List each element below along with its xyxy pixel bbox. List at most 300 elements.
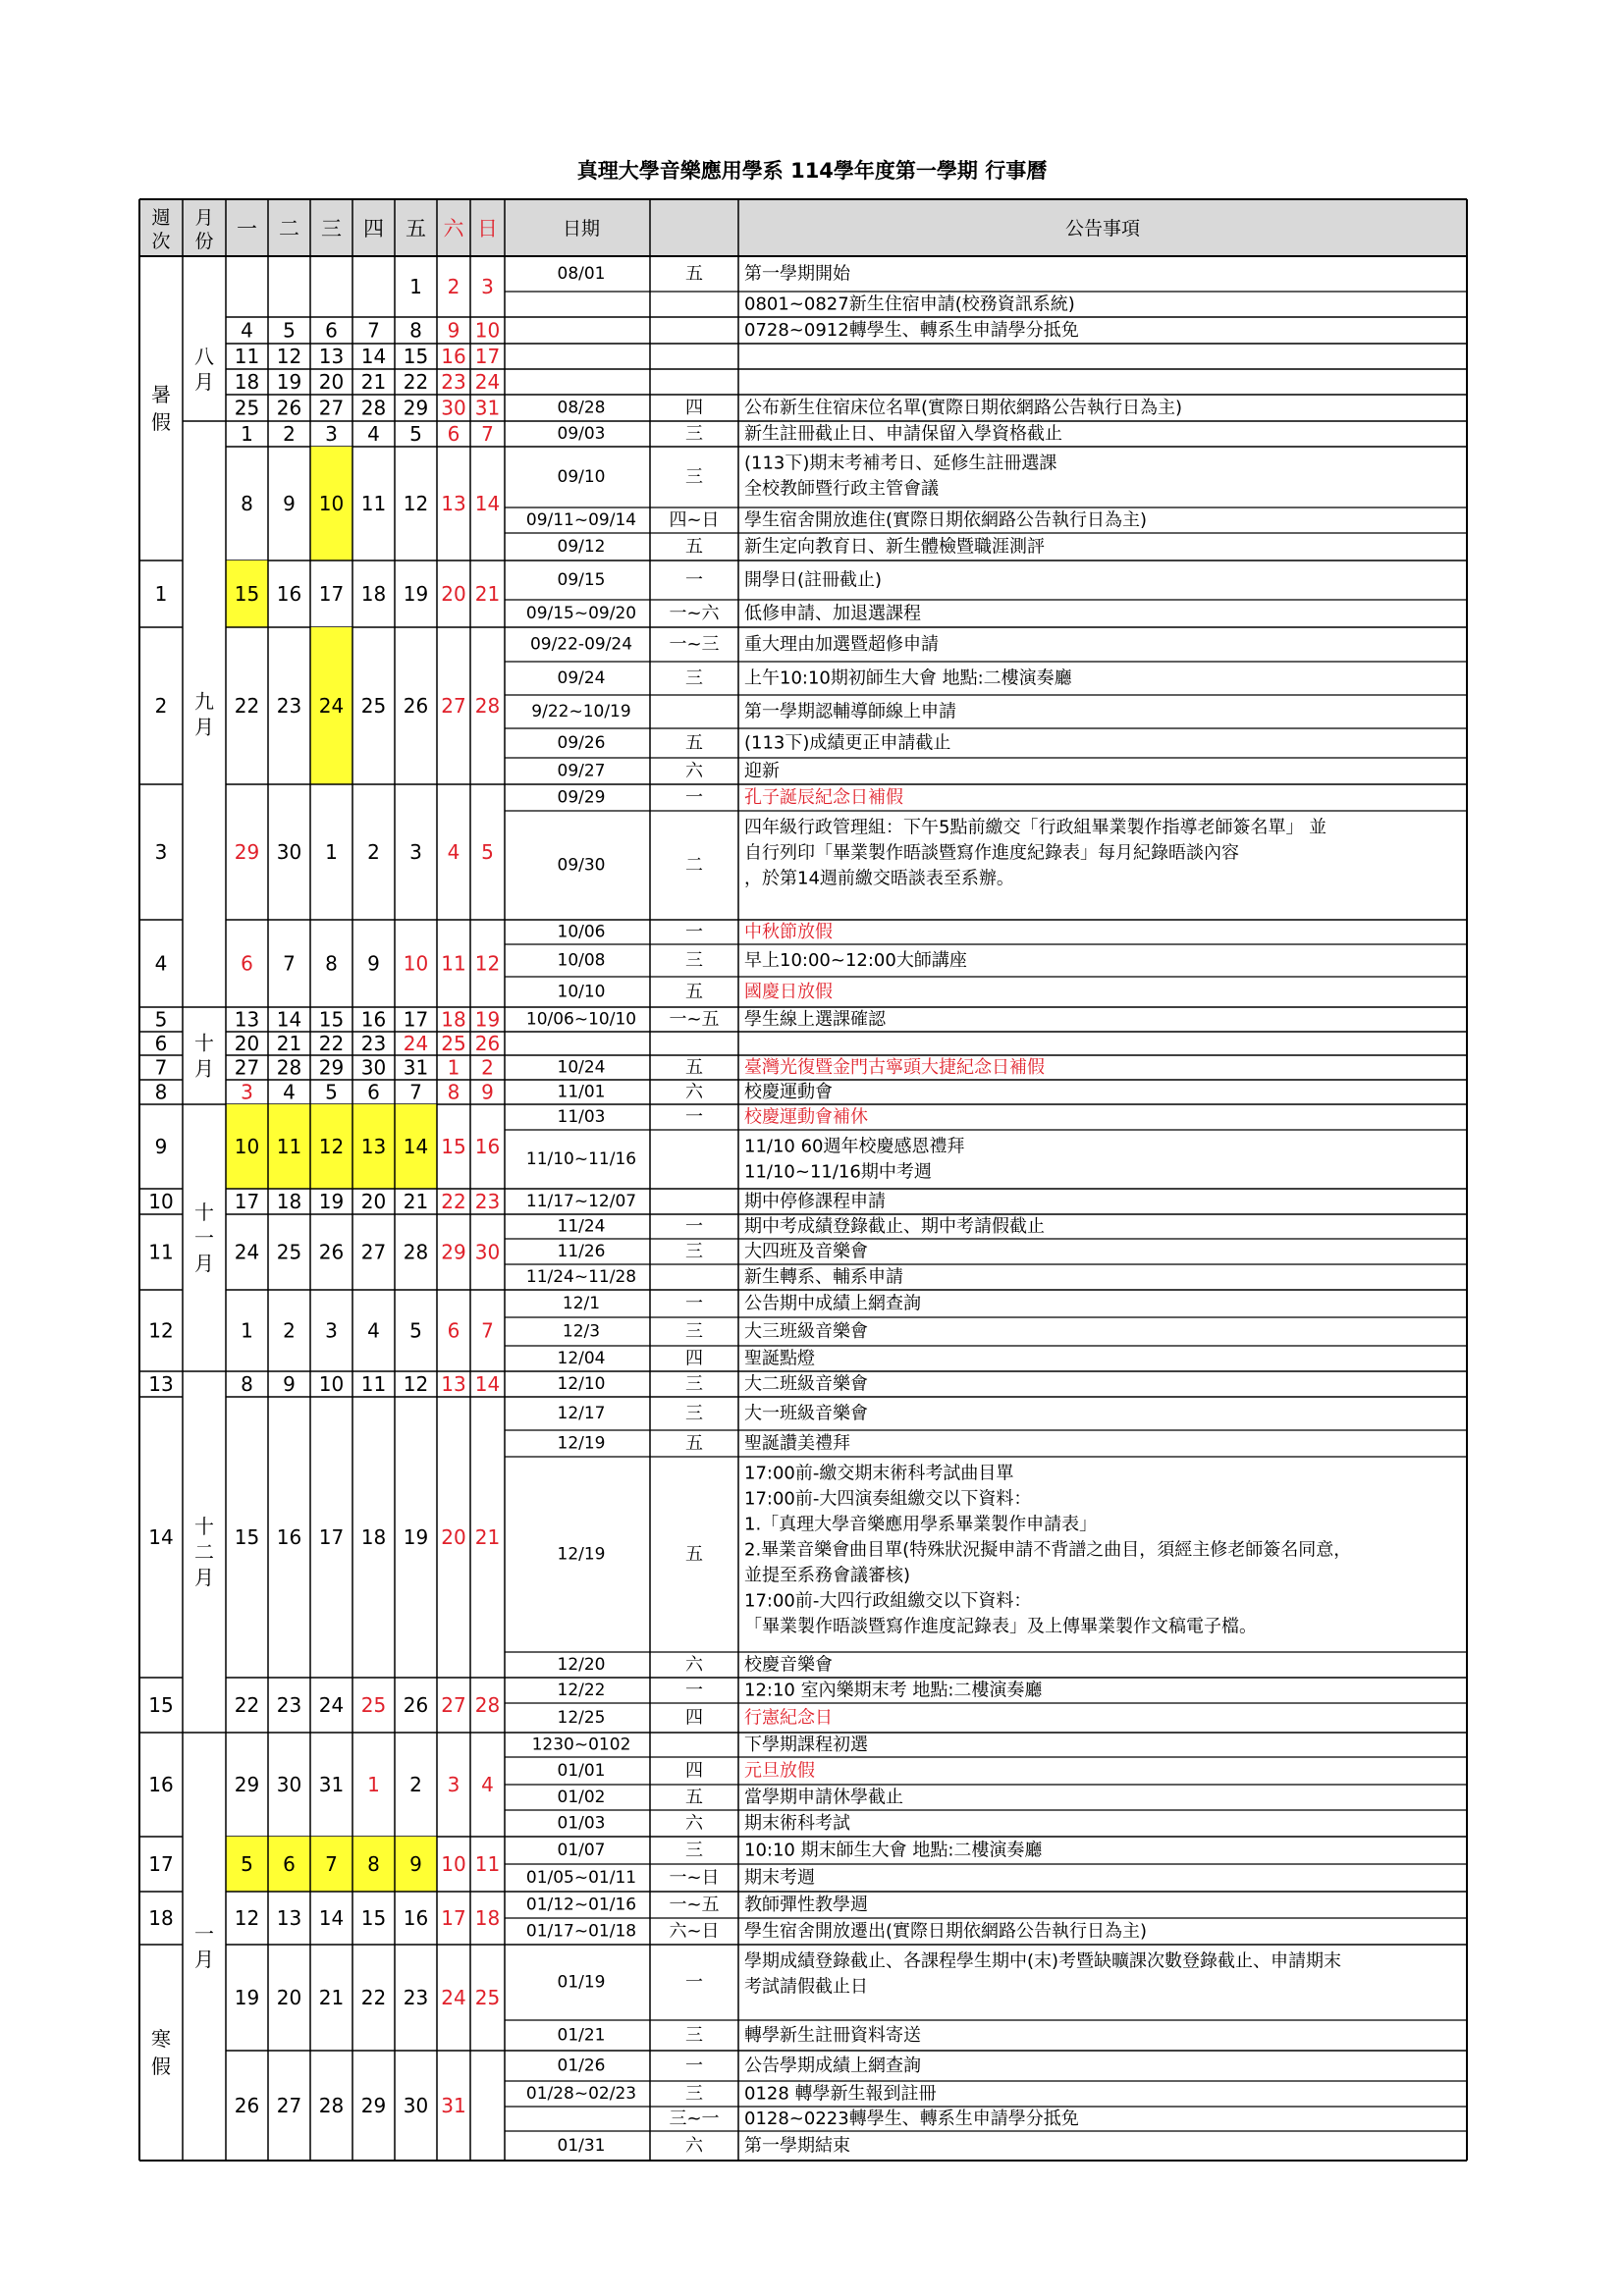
day-number: 22 (360, 1986, 387, 2009)
day-number: 8 (241, 1372, 253, 1396)
week-label: 7 (154, 1055, 168, 1080)
week-label: 12 (148, 1318, 174, 1343)
day-number: 26 (318, 1240, 345, 1264)
day-number: 13 (318, 345, 345, 368)
day-number: 1 (325, 840, 338, 864)
day-number: 15 (360, 1906, 387, 1930)
day-number: 20 (234, 1032, 260, 1055)
month-label: 二 (194, 1540, 214, 1564)
week-label: 17 (148, 1852, 174, 1876)
event-text: 教師彈性教學週 (744, 1895, 868, 1915)
day-number: 28 (403, 1240, 429, 1264)
day-number: 30 (360, 1055, 387, 1080)
day-number: 1 (241, 1318, 253, 1343)
event-date: 11/03 (557, 1107, 606, 1127)
day-number: 2 (367, 840, 380, 864)
event-date: 01/19 (557, 1972, 606, 1993)
day-number: 23 (276, 694, 302, 718)
day-number: 5 (481, 840, 494, 864)
day-number: 31 (318, 1773, 345, 1796)
month-label: 月 (194, 370, 214, 394)
event-date: 12/19 (557, 1433, 606, 1454)
event-text: 1.「真理大學音樂應用學系畢業製作申請表」 (744, 1514, 1098, 1535)
event-text: 臺灣光復暨金門古寧頭大捷紀念日補假 (744, 1057, 1045, 1078)
day-number: 1 (447, 1055, 460, 1080)
month-label: 月 (194, 1948, 214, 1971)
event-date: 01/28~02/23 (525, 2084, 637, 2104)
event-text: 0728~0912轉學生、轉系生申請學分抵免 (744, 320, 1079, 341)
day-number: 15 (403, 345, 429, 368)
event-weekday: 三 (685, 466, 703, 488)
day-number: 19 (403, 1525, 429, 1549)
event-text: 新生定向教育日、新生體檢暨職涯測評 (744, 536, 1045, 558)
event-weekday: 三 (685, 667, 703, 689)
event-weekday: 一 (685, 787, 703, 808)
month-label: 一 (194, 1922, 214, 1946)
day-number: 12 (403, 1372, 429, 1396)
day-number: 5 (241, 1852, 253, 1876)
day-number: 10 (474, 318, 501, 343)
event-weekday: 一 (685, 1106, 703, 1128)
day-number: 30 (474, 1240, 501, 1264)
event-text: 新生註冊截止日、申請保留入學資格截止 (744, 423, 1062, 445)
event-date: 11/24 (557, 1216, 606, 1237)
day-number: 7 (481, 422, 494, 446)
event-text: 中秋節放假 (744, 922, 833, 942)
header-day: 四 (363, 217, 384, 240)
event-weekday: 六 (685, 2135, 703, 2157)
day-number: 4 (283, 1080, 296, 1104)
day-number: 12 (318, 1135, 345, 1158)
day-number: 22 (234, 1693, 260, 1717)
event-weekday: 一 (685, 569, 703, 591)
day-number: 10 (318, 1372, 345, 1396)
week-label: 10 (148, 1190, 174, 1213)
event-text: 並提至系務會議審核) (744, 1565, 911, 1586)
event-text: 期末術科考試 (744, 1813, 850, 1834)
event-date: 10/10 (557, 982, 606, 1002)
day-number: 29 (441, 1240, 466, 1264)
day-number: 27 (441, 694, 466, 718)
day-number: 11 (441, 951, 466, 976)
month-label: 一 (194, 1226, 214, 1250)
day-number: 7 (367, 318, 380, 343)
day-number: 2 (283, 1318, 296, 1343)
header-day: 六 (443, 217, 464, 240)
event-text: 考試請假截止日 (744, 1976, 868, 1998)
day-number: 15 (234, 1525, 260, 1549)
month-label: 十 (194, 1515, 214, 1538)
event-text: 公布新生住宿床位名單(實際日期依網路公告執行日為主) (744, 398, 1183, 418)
day-number: 20 (318, 370, 345, 394)
day-number: 1 (409, 275, 422, 298)
month-label: 月 (194, 1566, 214, 1589)
day-number: 5 (283, 318, 296, 343)
day-number: 2 (481, 1055, 494, 1080)
event-text: 早上10:00~12:00大師講座 (744, 950, 967, 971)
event-date: 10/06 (557, 922, 606, 942)
day-number: 25 (360, 1693, 387, 1717)
event-text: 上午10:10期初師生大會 地點:二樓演奏廳 (744, 667, 1072, 689)
day-number: 24 (474, 370, 501, 394)
event-weekday: 四 (685, 1707, 703, 1729)
day-number: 2 (283, 422, 296, 446)
month-label: 十 (194, 1031, 214, 1055)
day-number: 17 (318, 582, 345, 606)
event-weekday: 三 (685, 1241, 703, 1262)
day-number: 17 (403, 1007, 429, 1032)
day-number: 16 (276, 1525, 302, 1549)
event-date: 01/03 (557, 1813, 606, 1834)
event-date: 12/20 (557, 1655, 606, 1675)
day-number: 28 (318, 2094, 345, 2117)
day-number: 4 (367, 1318, 380, 1343)
day-number: 9 (367, 951, 380, 976)
event-weekday: 一 (685, 1216, 703, 1237)
day-number: 10 (234, 1135, 260, 1158)
event-date: 12/17 (557, 1404, 606, 1423)
day-number: 26 (403, 694, 429, 718)
event-date: 11/01 (557, 1082, 606, 1102)
event-text: 17:00前-大四行政組繳交以下資料： (744, 1590, 1032, 1612)
day-number: 3 (241, 1080, 253, 1104)
event-weekday: 三 (685, 423, 703, 445)
day-number: 21 (474, 582, 501, 606)
event-date: 11/24~11/28 (525, 1267, 637, 1287)
event-weekday: 五 (685, 1544, 703, 1565)
week-label: 暑 (151, 383, 171, 406)
event-weekday: 一~五 (669, 1895, 720, 1915)
day-number: 24 (403, 1032, 429, 1055)
day-number: 9 (447, 318, 460, 343)
event-weekday: 五 (685, 1057, 703, 1078)
event-text: 校慶運動會補休 (744, 1106, 868, 1128)
day-number: 6 (447, 1318, 460, 1343)
event-text: (113下)期末考補考日、延修生註冊選課 (744, 453, 1057, 474)
event-weekday: 四 (685, 1760, 703, 1782)
event-text: 轉學新生註冊資料寄送 (744, 2025, 921, 2046)
event-text: 17:00前-繳交期末術科考試曲目單 (744, 1463, 1014, 1484)
event-date: 10/06~10/10 (525, 1009, 637, 1030)
day-number: 26 (276, 396, 302, 420)
event-date: 09/29 (557, 787, 606, 808)
day-number: 7 (325, 1852, 338, 1876)
day-number: 31 (474, 396, 501, 420)
event-weekday: 三 (685, 1403, 703, 1424)
header-day: 一 (237, 217, 257, 240)
day-number: 31 (441, 2094, 466, 2117)
day-number: 27 (441, 1693, 466, 1717)
event-weekday: 一~三 (669, 634, 720, 655)
event-date: 01/07 (557, 1841, 606, 1860)
event-date: 12/3 (562, 1321, 601, 1342)
event-text: 全校教師暨行政主管會議 (744, 478, 939, 500)
header-day: 日 (477, 217, 498, 240)
day-number: 14 (474, 1372, 501, 1396)
week-label: 8 (154, 1080, 168, 1104)
day-number: 5 (409, 422, 422, 446)
day-number: 12 (276, 345, 302, 368)
event-date: 08/28 (557, 398, 606, 418)
event-text: 大一班級音樂會 (744, 1403, 868, 1424)
event-text: 自行列印「畢業製作晤談暨寫作進度紀錄表」每月紀錄晤談內容 (744, 842, 1239, 864)
event-weekday: 三 (685, 1321, 703, 1342)
event-text: (113下)成績更正申請截止 (744, 732, 951, 754)
day-number: 25 (360, 694, 387, 718)
event-weekday: 三 (685, 2025, 703, 2046)
event-date: 12/04 (557, 1349, 606, 1368)
event-date: 09/15 (557, 570, 606, 590)
day-number: 14 (474, 492, 501, 515)
day-number: 16 (276, 582, 302, 606)
day-number: 29 (318, 1055, 345, 1080)
day-number: 15 (234, 582, 260, 606)
month-label: 月 (194, 715, 214, 739)
day-number: 24 (234, 1240, 260, 1264)
event-weekday: 五 (685, 1787, 703, 1808)
event-text: 低修申請、加退選課程 (744, 603, 921, 624)
event-text: 校慶運動會 (744, 1082, 833, 1102)
day-number: 16 (474, 1135, 501, 1158)
day-number: 25 (276, 1240, 302, 1264)
day-number: 29 (403, 396, 429, 420)
event-weekday: 五 (685, 732, 703, 754)
event-date: 01/02 (557, 1788, 606, 1807)
day-number: 6 (325, 318, 338, 343)
week-label: 2 (154, 694, 168, 718)
day-number: 10 (318, 492, 345, 515)
event-date: 01/26 (557, 2056, 606, 2076)
event-weekday: 五 (685, 1433, 703, 1454)
day-number: 13 (276, 1906, 302, 1930)
event-date: 08/01 (557, 264, 606, 284)
event-text: 0128~0223轉學生、轉系生申請學分抵免 (744, 2109, 1079, 2129)
week-label: 16 (148, 1773, 174, 1796)
day-number: 16 (403, 1906, 429, 1930)
day-number: 23 (276, 1693, 302, 1717)
day-number: 21 (403, 1190, 429, 1213)
day-number: 20 (360, 1190, 387, 1213)
day-number: 5 (325, 1080, 338, 1104)
event-date: 09/22-09/24 (529, 634, 633, 655)
header-week: 週 (151, 207, 171, 229)
day-number: 1 (367, 1773, 380, 1796)
event-weekday: 三 (685, 950, 703, 971)
event-text: 「畢業製作晤談暨寫作進度記錄表」及上傳畢業製作文稿電子檔。 (744, 1616, 1257, 1637)
event-date: 09/30 (557, 855, 606, 876)
day-number: 25 (441, 1032, 466, 1055)
week-label: 寒 (151, 2027, 171, 2051)
day-number: 10 (403, 951, 429, 976)
event-weekday: 四 (685, 398, 703, 418)
week-label: 1 (154, 582, 168, 606)
event-weekday: 一 (685, 2056, 703, 2076)
week-label: 4 (154, 951, 168, 976)
event-text: 17:00前-大四演奏組繳交以下資料： (744, 1488, 1032, 1510)
week-label: 假 (151, 410, 171, 434)
week-label: 9 (154, 1135, 168, 1158)
event-text: 10:10 期末師生大會 地點:二樓演奏廳 (744, 1840, 1043, 1861)
week-label: 5 (154, 1007, 168, 1032)
event-text: 國慶日放假 (744, 982, 833, 1002)
week-label: 11 (148, 1240, 174, 1264)
month-label: 八 (194, 345, 214, 368)
event-date: 09/10 (557, 467, 606, 487)
event-text: 12:10 室內樂期末考 地點:二樓演奏廳 (744, 1680, 1043, 1701)
day-number: 28 (474, 694, 501, 718)
event-date: 01/01 (557, 1761, 606, 1781)
day-number: 13 (234, 1007, 260, 1032)
event-text: 開學日(註冊截止) (744, 569, 883, 591)
event-text: 元旦放假 (744, 1760, 815, 1782)
day-number: 6 (241, 951, 253, 976)
event-weekday: 六 (685, 1082, 703, 1102)
event-weekday: 五 (685, 982, 703, 1002)
event-date: 12/19 (557, 1544, 606, 1565)
day-number: 10 (441, 1852, 466, 1876)
event-text: 第一學期結束 (744, 2135, 850, 2157)
day-number: 9 (481, 1080, 494, 1104)
event-text: 新生轉系、輔系申請 (744, 1266, 903, 1288)
day-number: 24 (441, 1986, 466, 2009)
day-number: 20 (441, 582, 466, 606)
day-number: 23 (474, 1190, 501, 1213)
header-events: 公告事項 (1064, 218, 1141, 240)
event-date: 11/26 (557, 1242, 606, 1261)
event-text: 期中停修課程申請 (744, 1191, 886, 1212)
day-number: 31 (403, 1055, 429, 1080)
event-weekday: 六 (685, 761, 703, 781)
event-weekday: 三 (685, 2083, 703, 2105)
event-weekday: 二 (685, 855, 703, 876)
event-date: 09/27 (557, 761, 606, 781)
event-weekday: 六~日 (669, 1921, 720, 1942)
event-text: 學生宿舍開放進住(實際日期依網路公告執行日為主) (744, 509, 1148, 531)
month-label: 月 (194, 1056, 214, 1081)
day-number: 27 (318, 396, 345, 420)
day-number: 29 (234, 1773, 260, 1796)
event-text: 期中考成績登錄截止、期中考請假截止 (744, 1216, 1045, 1237)
event-text: 孔子誕辰紀念日補假 (744, 787, 903, 808)
day-number: 18 (360, 1525, 387, 1549)
event-date: 01/21 (557, 2025, 606, 2046)
day-number: 14 (403, 1135, 429, 1158)
day-number: 27 (234, 1055, 260, 1080)
day-number: 21 (474, 1525, 501, 1549)
day-number: 23 (441, 370, 466, 394)
day-number: 6 (283, 1852, 296, 1876)
event-text: 聖誕讚美禮拜 (744, 1433, 850, 1454)
day-number: 11 (360, 1372, 387, 1396)
day-number: 12 (474, 951, 501, 976)
event-weekday: 一 (685, 1293, 703, 1314)
day-number: 18 (234, 370, 260, 394)
event-weekday: 一~六 (669, 603, 720, 624)
day-number: 28 (360, 396, 387, 420)
day-number: 17 (474, 345, 501, 368)
day-number: 29 (360, 2094, 387, 2117)
day-number: 17 (441, 1906, 466, 1930)
day-number: 14 (276, 1007, 302, 1032)
day-number: 4 (481, 1773, 494, 1796)
event-text: 公告期中成績上網查詢 (744, 1293, 921, 1314)
day-number: 9 (283, 1372, 296, 1396)
event-date: 12/25 (557, 1708, 606, 1728)
page-title: 真理大學音樂應用學系 114學年度第一學期 行事曆 (576, 159, 1048, 183)
day-number: 11 (360, 492, 387, 515)
event-date: 01/12~01/16 (525, 1895, 637, 1915)
day-number: 13 (441, 1372, 466, 1396)
event-date: 11/10~11/16 (525, 1149, 637, 1169)
month-label: 九 (194, 689, 214, 714)
day-number: 11 (276, 1135, 302, 1158)
day-number: 25 (474, 1986, 501, 2009)
day-number: 19 (318, 1190, 345, 1213)
day-number: 18 (441, 1007, 466, 1032)
day-number: 27 (360, 1240, 387, 1264)
month-label: 月 (194, 1252, 214, 1275)
event-weekday: 一~五 (669, 1009, 720, 1030)
event-text: 重大理由加選暨超修申請 (744, 634, 939, 655)
event-date: 09/15~09/20 (525, 604, 637, 623)
day-number: 14 (318, 1906, 345, 1930)
day-number: 4 (241, 318, 253, 343)
day-number: 9 (409, 1852, 422, 1876)
event-text: 第一學期認輔導師線上申請 (744, 701, 956, 722)
header-date: 日期 (562, 218, 601, 240)
day-number: 8 (367, 1852, 380, 1876)
event-text: 11/10~11/16期中考週 (744, 1161, 932, 1183)
event-text: 0801~0827新生住宿申請(校務資訊系統) (744, 294, 1075, 315)
event-weekday: 三~一 (669, 2109, 720, 2129)
day-number: 23 (403, 1986, 429, 2009)
event-date: 1230~0102 (531, 1735, 631, 1755)
day-number: 6 (367, 1080, 380, 1104)
event-weekday: 三 (685, 1373, 703, 1395)
day-number: 28 (276, 1055, 302, 1080)
day-number: 5 (409, 1318, 422, 1343)
day-number: 26 (234, 2094, 260, 2117)
event-text: 下學期課程初選 (744, 1735, 868, 1755)
event-text: 第一學期開始 (744, 263, 850, 285)
event-date: 01/05~01/11 (525, 1868, 637, 1888)
day-number: 15 (441, 1135, 466, 1158)
event-text: 大二班級音樂會 (744, 1373, 868, 1395)
week-label: 3 (154, 840, 168, 864)
day-number: 21 (360, 370, 387, 394)
day-number: 3 (325, 422, 338, 446)
event-date: 9/22~10/19 (531, 702, 631, 721)
day-number: 17 (234, 1190, 260, 1213)
day-number: 4 (447, 840, 460, 864)
day-number: 20 (441, 1525, 466, 1549)
day-number: 17 (318, 1525, 345, 1549)
day-number: 21 (318, 1986, 345, 2009)
day-number: 3 (447, 1773, 460, 1796)
day-number: 14 (360, 345, 387, 368)
day-number: 24 (318, 1693, 345, 1717)
event-date: 09/12 (557, 537, 606, 557)
event-weekday: 六 (685, 1654, 703, 1676)
day-number: 30 (403, 2094, 429, 2117)
day-number: 9 (283, 492, 296, 515)
day-number: 8 (447, 1080, 460, 1104)
event-text: 期末考週 (744, 1867, 815, 1889)
event-text: 11/10 60週年校慶感恩禮拜 (744, 1136, 965, 1157)
day-number: 19 (234, 1986, 260, 2009)
day-number: 22 (441, 1190, 466, 1213)
day-number: 3 (409, 840, 422, 864)
